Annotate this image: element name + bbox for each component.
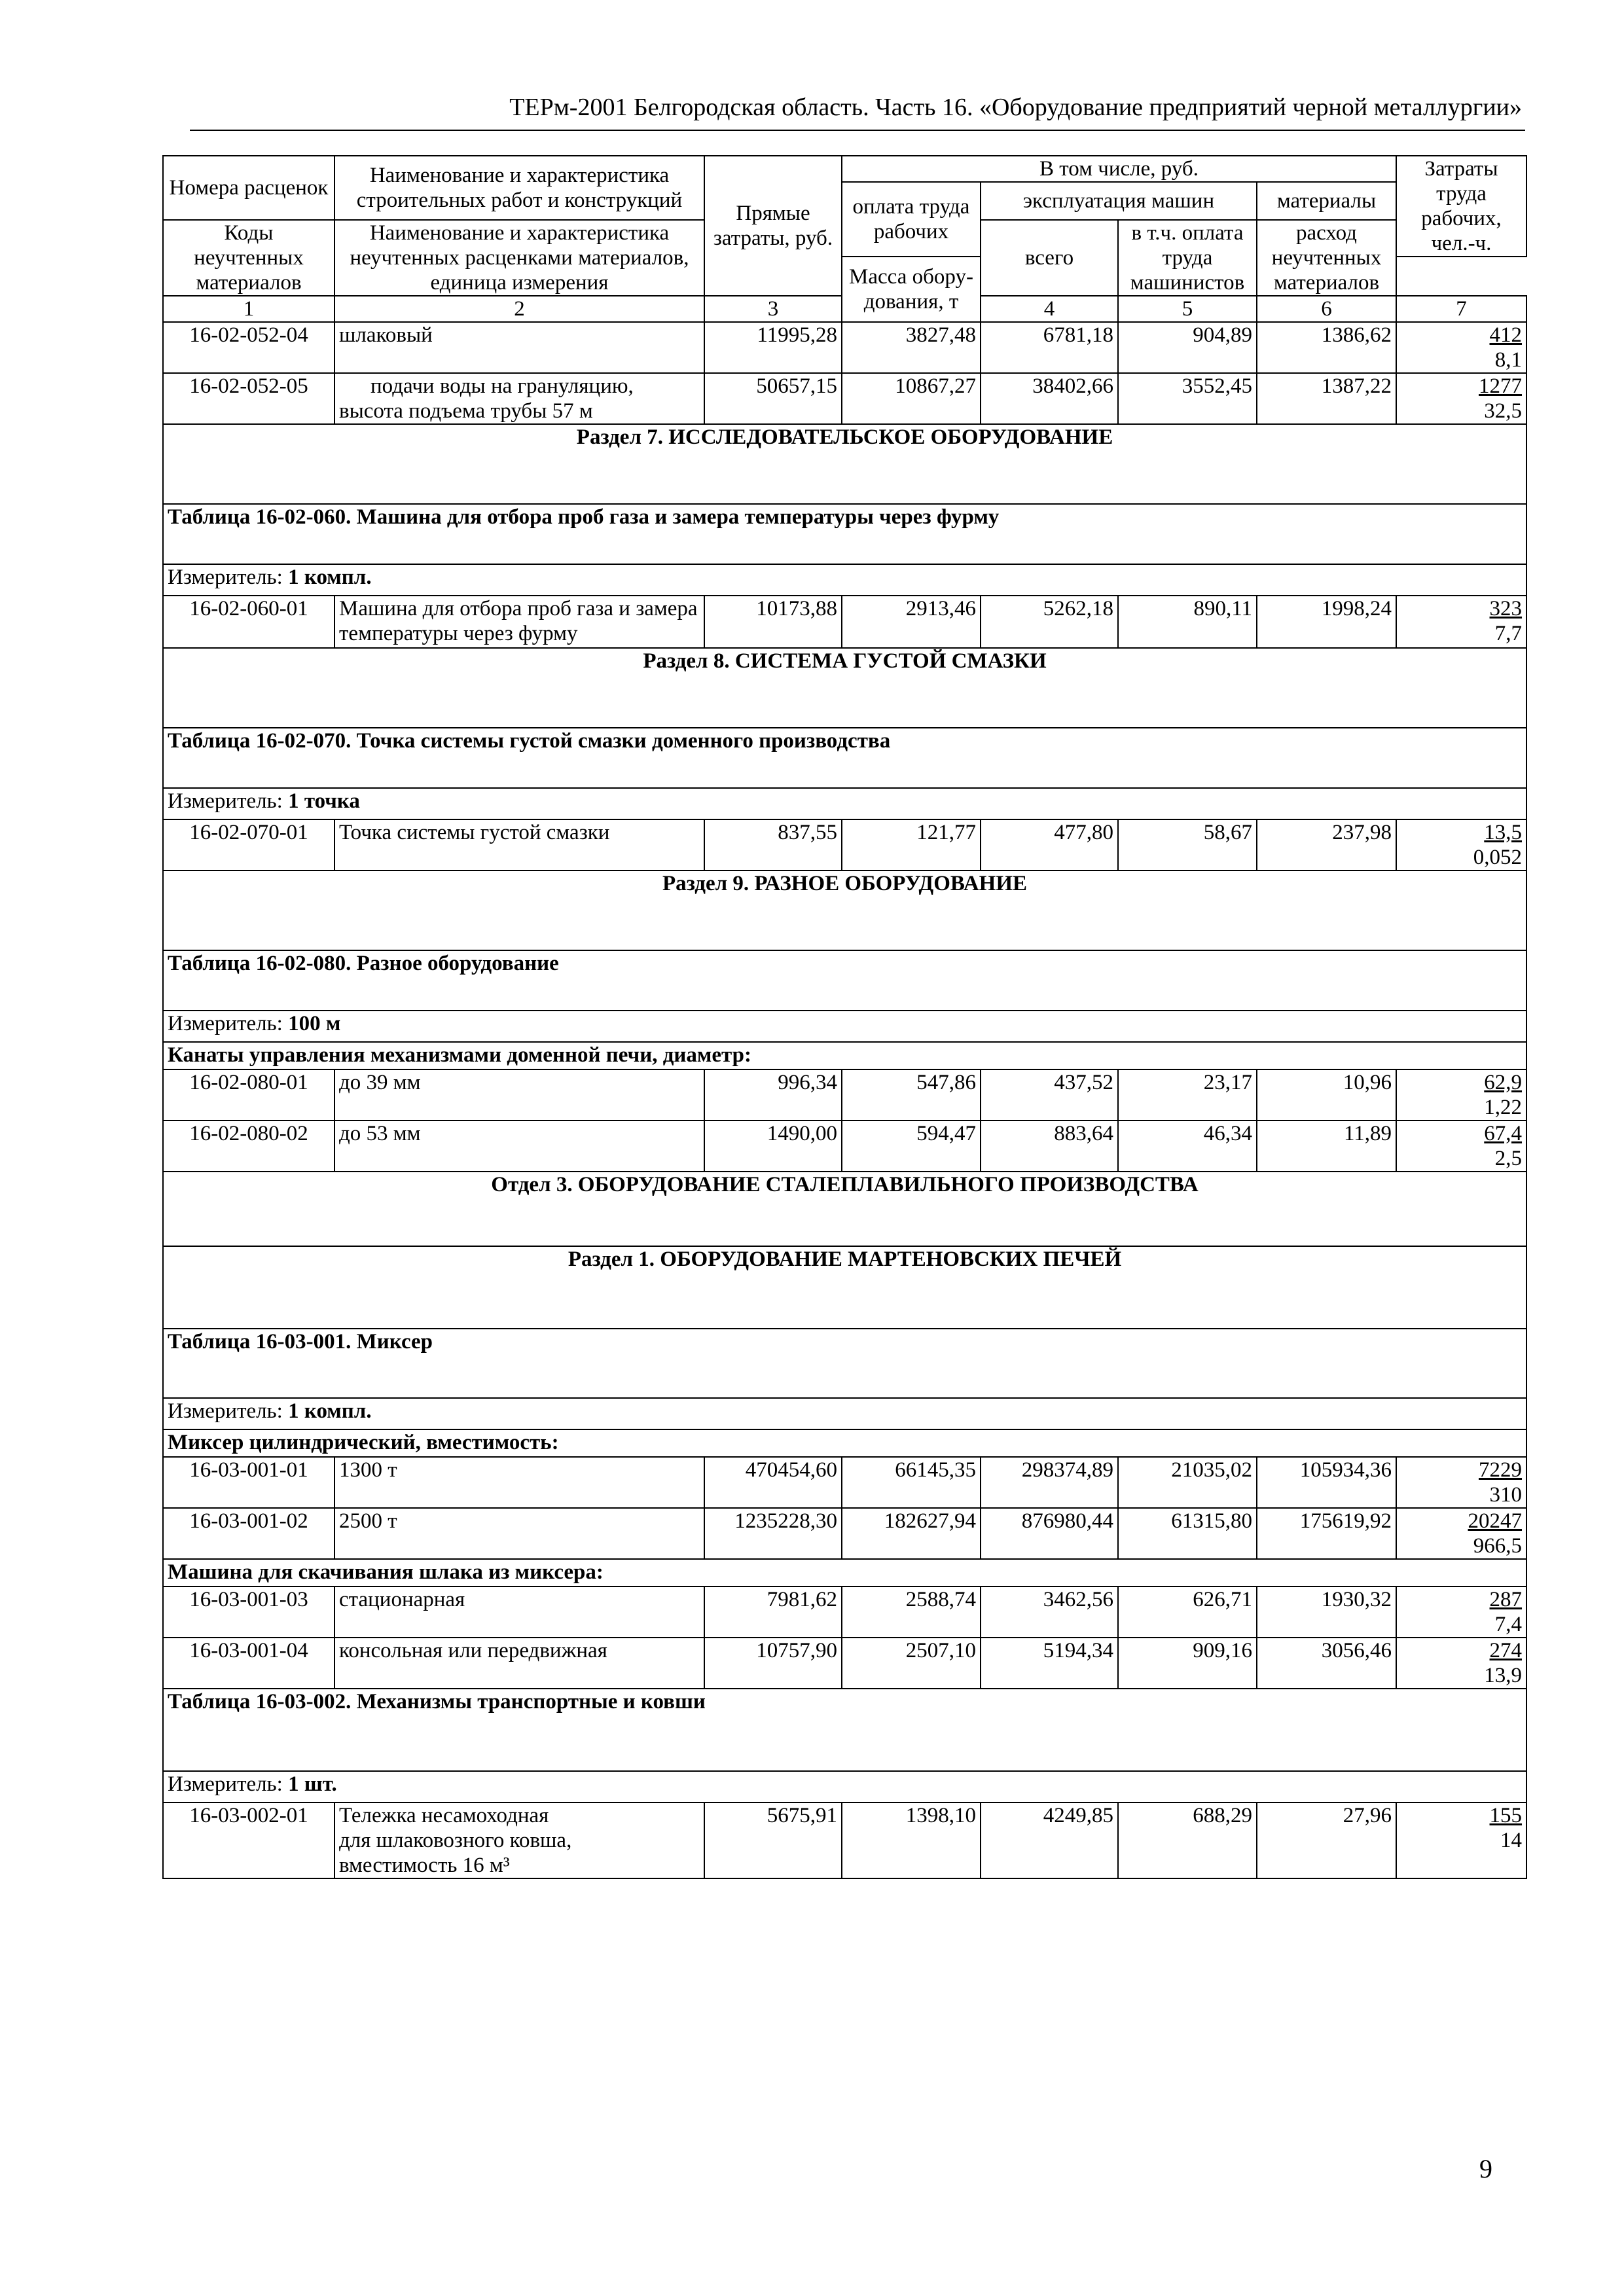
row-name: 1300 т [334,1457,704,1508]
head-col8-b: Масса обору-дования, т [842,257,981,322]
head-col2-a: Наименование и характеристика строительных работ и конструкций [334,156,704,220]
group-heading: Машина для скачивания шлака из миксера: [163,1559,1526,1587]
row-machinist-wages: 61315,80 [1118,1508,1257,1559]
row-machines: 4249,85 [981,1803,1118,1878]
row-machinist-wages: 3552,45 [1118,373,1257,424]
row-code: 16-02-080-01 [163,1069,334,1121]
row-direct: 7981,62 [704,1587,842,1638]
measure [163,1011,1526,1042]
row-mass: 310 [1489,1483,1523,1507]
row-direct: 837,55 [704,819,842,870]
row-materials: 237,98 [1257,819,1396,870]
row-labor-mass [1396,1587,1526,1638]
section-heading: Раздел 9. РАЗНОЕ ОБОРУДОВАНИЕ [163,870,1526,950]
row-code: 16-02-052-04 [163,322,334,373]
col-number: 6 [1257,296,1396,322]
row-machines: 437,52 [981,1069,1118,1121]
row-name: до 53 мм [334,1121,704,1172]
col-number: 5 [1118,296,1257,322]
row-name: шлаковый [334,322,704,373]
section-row [163,424,1526,504]
row-machinist-wages: 909,16 [1118,1638,1257,1689]
row-wages: 2507,10 [842,1638,981,1689]
row-labor: 274 [1489,1639,1523,1662]
row-machines: 477,80 [981,819,1118,870]
table-row [163,1587,1526,1638]
rates-table [162,155,1527,1879]
row-direct: 996,34 [704,1069,842,1121]
measure-label: Измеритель: [168,1399,283,1423]
row-code: 16-03-001-04 [163,1638,334,1689]
row-labor-mass [1396,322,1526,373]
col-number: 2 [334,296,704,322]
measure-label: Измеритель: [168,1012,283,1035]
section-heading: Раздел 1. ОБОРУДОВАНИЕ МАРТЕНОВСКИХ ПЕЧЕЙ [163,1246,1526,1329]
row-code: 16-02-080-02 [163,1121,334,1172]
table-title-row [163,1689,1526,1771]
head-machines: эксплуатация машин [981,182,1257,220]
group-heading: Миксер цилиндрический, вместимость: [163,1429,1526,1457]
group-row [163,1429,1526,1457]
row-labor-mass [1396,1638,1526,1689]
row-materials: 1998,24 [1257,596,1396,648]
row-direct: 470454,60 [704,1457,842,1508]
table-head-row [163,156,1526,182]
row-machines: 5262,18 [981,596,1118,648]
measure [163,1398,1526,1429]
measure-row [163,1011,1526,1042]
table-title: Таблица 16-02-070. Точка системы густой смазки доменного производства [163,728,1526,788]
section-row [163,870,1526,950]
row-machinist-wages: 21035,02 [1118,1457,1257,1508]
row-name [334,373,704,424]
col-number: 4 [981,296,1118,322]
table-row [163,819,1526,870]
table-title: Таблица 16-02-060. Машина для отбора проб газа и замера температуры через фурму [163,504,1526,564]
table-title-row [163,504,1526,564]
row-wages: 547,86 [842,1069,981,1121]
row-direct: 1235228,30 [704,1508,842,1559]
row-wages: 3827,48 [842,322,981,373]
table-row [163,596,1526,648]
row-direct: 5675,91 [704,1803,842,1878]
measure [163,1771,1526,1803]
head-col7: расход неучтенных материалов [1257,220,1396,296]
row-machinist-wages: 58,67 [1118,819,1257,870]
row-labor: 20247 [1468,1509,1523,1533]
row-wages: 121,77 [842,819,981,870]
department-heading: Отдел 3. ОБОРУДОВАНИЕ СТАЛЕПЛАВИЛЬНОГО ПРОИЗВОДСТВА [163,1172,1526,1246]
row-mass: 32,5 [1484,399,1523,423]
measure-row [163,788,1526,819]
table-row [163,1638,1526,1689]
group-heading: Канаты управления механизмами доменной печи, диаметр: [163,1042,1526,1069]
row-code: 16-03-001-02 [163,1508,334,1559]
row-wages: 182627,94 [842,1508,981,1559]
row-materials: 1386,62 [1257,322,1396,373]
table-title: Таблица 16-02-080. Разное оборудование [163,950,1526,1011]
table-title: Таблица 16-03-002. Механизмы транспортные и ковши [163,1689,1526,1771]
page-number: 9 [1479,2154,1492,2183]
section-row [163,1246,1526,1329]
row-labor: 412 [1489,323,1523,347]
row-labor-mass [1396,373,1526,424]
col-number: 7 [1396,296,1526,322]
row-code: 16-03-001-03 [163,1587,334,1638]
row-labor: 62,9 [1484,1071,1523,1094]
head-col2-b: Наименование и характеристика неучтенных расценками материалов, единица измерения [334,220,704,296]
row-labor-mass [1396,1508,1526,1559]
row-mass: 14 [1500,1829,1523,1852]
row-labor-mass [1396,1121,1526,1172]
row-machinist-wages: 626,71 [1118,1587,1257,1638]
measure-label: Измеритель: [168,1772,283,1796]
head-incl: В том числе, руб. [842,156,1396,182]
measure-value: 100 м [288,1012,341,1035]
row-materials: 105934,36 [1257,1457,1396,1508]
table-row [163,1121,1526,1172]
head-col1-a: Номера расценок [163,156,334,220]
group-row [163,1559,1526,1587]
table-title-row [163,950,1526,1011]
row-materials: 11,89 [1257,1121,1396,1172]
department-row [163,1172,1526,1246]
head-col4: оплата труда рабочих [842,182,981,257]
row-machines: 38402,66 [981,373,1118,424]
measure [163,564,1526,596]
group-row [163,1042,1526,1069]
row-labor: 323 [1489,597,1523,620]
table-row [163,322,1526,373]
table-row [163,1457,1526,1508]
row-mass: 966,5 [1473,1534,1523,1558]
table-title-row [163,728,1526,788]
row-name: 2500 т [334,1508,704,1559]
row-direct: 10173,88 [704,596,842,648]
row-mass: 7,7 [1494,622,1523,645]
row-machinist-wages: 904,89 [1118,322,1257,373]
row-direct: 11995,28 [704,322,842,373]
measure-label: Измеритель: [168,565,283,589]
row-materials: 175619,92 [1257,1508,1396,1559]
row-wages: 594,47 [842,1121,981,1172]
head-col5: всего [981,220,1118,296]
measure-value: 1 шт. [288,1772,337,1796]
row-name: Машина для отбора проб газа и замера температуры через фурму [334,596,704,648]
row-machines: 3462,56 [981,1587,1118,1638]
row-labor: 67,4 [1484,1122,1523,1145]
measure-row [163,1398,1526,1429]
row-mass: 13,9 [1484,1664,1523,1687]
section-row [163,648,1526,728]
head-col6: в т.ч. оплата труда машинистов [1118,220,1257,296]
measure-value: 1 компл. [288,1399,372,1423]
row-labor-mass [1396,1457,1526,1508]
row-labor-mass [1396,1803,1526,1878]
row-machinist-wages: 890,11 [1118,596,1257,648]
row-labor-mass [1396,596,1526,648]
row-machines: 876980,44 [981,1508,1118,1559]
table-row [163,1069,1526,1121]
measure-row [163,564,1526,596]
row-mass: 7,4 [1494,1613,1523,1636]
row-name-text: Тележка несамоходная для шлаковозного ковша, вместимость 16 м³ [339,1804,572,1877]
row-labor-mass [1396,1069,1526,1121]
row-machines: 298374,89 [981,1457,1118,1508]
row-name: консольная или передвижная [334,1638,704,1689]
row-wages: 2588,74 [842,1587,981,1638]
row-direct: 1490,00 [704,1121,842,1172]
row-machinist-wages: 46,34 [1118,1121,1257,1172]
row-code: 16-02-060-01 [163,596,334,648]
row-machinist-wages: 23,17 [1118,1069,1257,1121]
row-machinist-wages: 688,29 [1118,1803,1257,1878]
table-row [163,1803,1526,1878]
measure-row [163,1771,1526,1803]
row-code: 16-03-002-01 [163,1803,334,1878]
running-header: ТЕРм-2001 Белгородская область. Часть 16. «Оборудование предприятий черной металлургии» [509,94,1522,121]
measure-value: 1 точка [288,789,360,813]
table-title: Таблица 16-03-001. Миксер [163,1329,1526,1398]
row-machines: 883,64 [981,1121,1118,1172]
row-wages: 1398,10 [842,1803,981,1878]
row-materials: 3056,46 [1257,1638,1396,1689]
row-machines: 5194,34 [981,1638,1118,1689]
header-rule [190,130,1525,131]
row-wages: 2913,46 [842,596,981,648]
row-name: стационарная [334,1587,704,1638]
row-materials: 10,96 [1257,1069,1396,1121]
row-labor: 7229 [1479,1458,1523,1482]
row-mass: 2,5 [1494,1147,1523,1170]
row-mass: 1,22 [1484,1096,1523,1119]
row-name: до 39 мм [334,1069,704,1121]
measure-label: Измеритель: [168,789,283,813]
table-row [163,1508,1526,1559]
row-machines: 6781,18 [981,322,1118,373]
row-name [334,1803,704,1878]
row-code: 16-02-052-05 [163,373,334,424]
section-heading: Раздел 7. ИССЛЕДОВАТЕЛЬСКОЕ ОБОРУДОВАНИЕ [163,424,1526,504]
row-materials: 1930,32 [1257,1587,1396,1638]
row-labor: 155 [1489,1804,1523,1827]
measure-value: 1 компл. [288,565,372,589]
row-mass: 8,1 [1494,348,1523,372]
table-row [163,373,1526,424]
row-code: 16-02-070-01 [163,819,334,870]
row-direct: 10757,90 [704,1638,842,1689]
row-labor: 287 [1489,1588,1523,1611]
row-name: Точка системы густой смазки [334,819,704,870]
table-title-row [163,1329,1526,1398]
row-name-text: подачи воды на грануляцию, высота подъема трубы 57 м [339,374,634,423]
col-number: 1 [163,296,334,322]
measure [163,788,1526,819]
head-col8-a: Затраты труда рабочих, чел.-ч. [1396,156,1526,257]
row-materials: 1387,22 [1257,373,1396,424]
section-heading: Раздел 8. СИСТЕМА ГУСТОЙ СМАЗКИ [163,648,1526,728]
head-col1-b: Коды неучтенных материалов [163,220,334,296]
row-direct: 50657,15 [704,373,842,424]
col-number: 3 [704,296,842,322]
row-materials: 27,96 [1257,1803,1396,1878]
row-labor: 1277 [1479,374,1523,398]
row-code: 16-03-001-01 [163,1457,334,1508]
head-col3: Прямые затраты, руб. [704,156,842,296]
row-wages: 10867,27 [842,373,981,424]
row-mass: 0,052 [1473,846,1523,869]
row-labor: 13,5 [1484,821,1523,844]
row-wages: 66145,35 [842,1457,981,1508]
head-materials: материалы [1257,182,1396,220]
row-labor-mass [1396,819,1526,870]
